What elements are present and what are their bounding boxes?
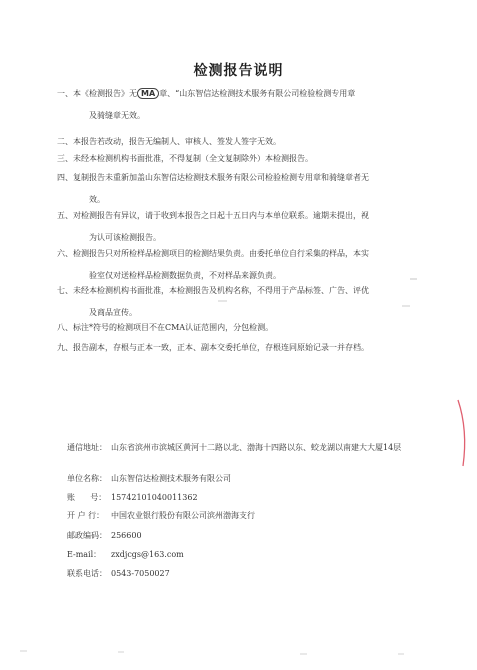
note-9-text: 九、报告副本，存根与正本一致，正本、副本交委托单位，存根连同原始记录一并存档。 xyxy=(57,343,369,352)
contact-unit-value: 山东智信达检测技术服务有限公司 xyxy=(111,474,231,483)
contact-account-value: 15742101040011362 xyxy=(111,493,198,502)
contact-postcode-value: 256600 xyxy=(111,531,142,540)
contact-phone-value: 0543-7050027 xyxy=(111,569,170,578)
contact-unit-label: 单位名称： xyxy=(67,474,107,483)
note-6-text: 六、检测报告只对所检样品检测项目的检测结果负责。由委托单位自行采集的样品，本实 xyxy=(57,249,369,258)
note-1-lead: 一、本《检测报告》无 xyxy=(57,89,137,98)
note-5-continuation: 为认可该检测报告。 xyxy=(89,233,161,242)
note-5-text: 五、对检测报告有异议，请于收到本报告之日起十五日内与本单位联系。逾期未提出，视 xyxy=(57,211,369,220)
note-7-text: 七、未经本检测机构书面批准，本检测报告及机构名称，不得用于产品标签、广告、评优 xyxy=(57,286,369,295)
note-4-text: 四、复制报告未重新加盖山东智信达检测技术服务有限公司检验检测专用章和骑缝章者无 xyxy=(57,173,369,182)
note-4-continuation: 效。 xyxy=(89,195,105,204)
contact-address-label: 通信地址： xyxy=(67,443,107,452)
page-title: 检测报告说明 xyxy=(193,63,284,79)
contact-account-label: 账 号： xyxy=(67,493,107,502)
note-3-text: 三、未经本检测机构书面批准，不得复制（全文复制除外）本检测报告。 xyxy=(57,154,313,163)
contact-address-value: 山东省滨州市滨城区黄河十二路以北、渤海十四路以东、蛟龙湖以南建大大厦14层 xyxy=(111,443,402,452)
note-8-text: 八、标注*符号的检测项目不在CMA认证范围内，分包检测。 xyxy=(57,323,274,332)
seal-edge-mark xyxy=(458,400,465,466)
note-1-continuation: 及骑缝章无效。 xyxy=(89,111,145,120)
note-2-text: 二、本报告若改动，报告无编制人、审核人、签发人签字无效。 xyxy=(57,137,281,146)
contact-phone-label: 联系电话： xyxy=(67,569,107,578)
note-1-tail: 章、“山东智信达检测技术服务有限公司检验检测专用章 xyxy=(159,89,356,98)
contact-email-value: zxdjcgs@163.com xyxy=(111,550,184,559)
cma-mark-icon: MA xyxy=(137,88,159,99)
contact-email-label: E-mail： xyxy=(67,550,102,559)
contact-bank-label: 开 户 行： xyxy=(67,511,105,520)
contact-bank-value: 中国农业银行股份有限公司滨州渤海支行 xyxy=(111,511,255,520)
note-6-continuation: 验室仅对送检样品检测数据负责，不对样品来源负责。 xyxy=(89,271,281,280)
contact-postcode-label: 邮政编码： xyxy=(67,531,107,540)
note-7-continuation: 及商品宣传。 xyxy=(89,308,137,317)
